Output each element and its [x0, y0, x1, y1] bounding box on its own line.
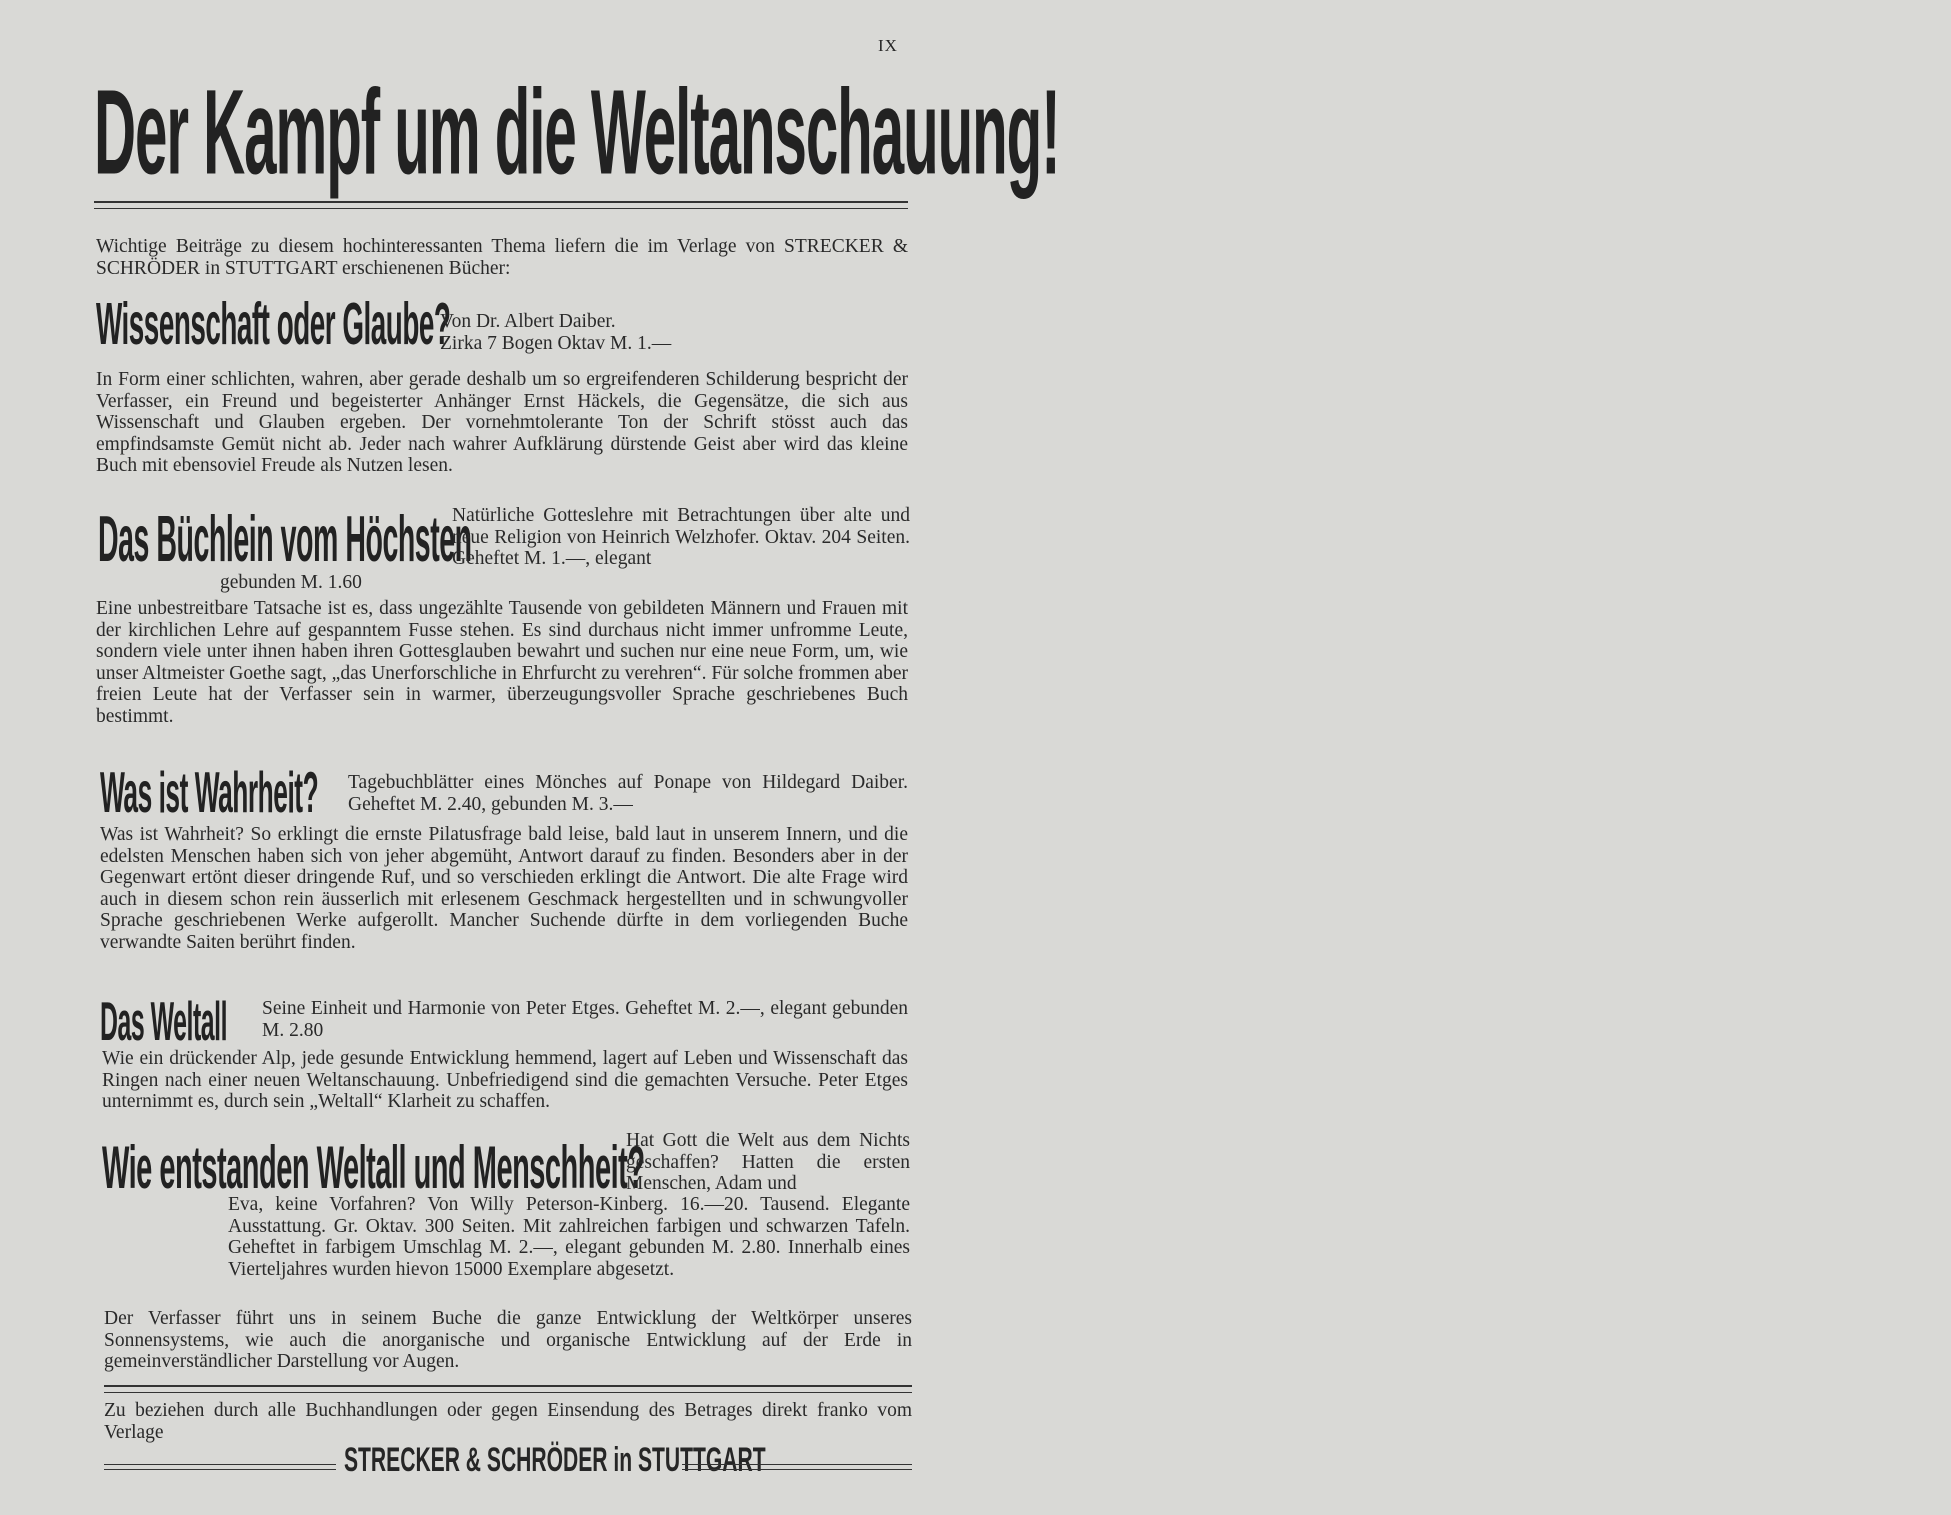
book-title-buechlein — [98, 503, 472, 576]
publisher-name — [344, 1441, 766, 1481]
book-description-wissenschaft: In Form einer schlichten, wahren, aber gerade deshalb um so ergreifenderen Schilderung bespricht der Verfasser, ein Freund und begeisterter Anhänger Ernst Häckels, die Gegensätze, die sich aus Wissenschaft und Glauben ergeben. Der vornehmtolerante Ton der Schrift stösst auch das empfindsamste Gemüt nicht ab. Jeder nach wahrer Aufklärung dürstende Geist aber wird das kleine Buch mit ebensoviel Freude als Nutzen lesen. — [96, 369, 908, 476]
headline — [94, 64, 1060, 200]
order-text: Zu beziehen durch alle Buchhandlungen oder gegen Einsendung des Betrages direkt franko vom Verlage — [104, 1400, 912, 1443]
headline-rule — [94, 201, 908, 209]
book-title-text: Das Weltall — [100, 990, 228, 1053]
book-meta-wahrheit: Tagebuchblätter eines Mönches auf Ponape von Hildegard Daiber. Geheftet M. 2.40, gebunden M. 3.— — [348, 772, 908, 815]
book-title-text: Was ist Wahrheit? — [100, 759, 319, 825]
book-title-menschheit — [102, 1133, 645, 1202]
footer-rule — [104, 1385, 912, 1393]
book-title-text: Das Büchlein vom Höchsten — [98, 503, 472, 576]
publisher-rule-right — [682, 1464, 912, 1470]
page-number: IX — [878, 36, 898, 55]
book-title-text: Wissenschaft oder Glaube? — [96, 290, 451, 358]
book-meta-weltall: Seine Einheit und Harmonie von Peter Etges. Geheftet M. 2.—, elegant gebunden M. 2.80 — [262, 998, 908, 1041]
book-description-menschheit: Der Verfasser führt uns in seinem Buche die ganze Entwicklung der Weltkörper unseres Sonnensystems, wie auch die anorganische und organische Entwicklung auf der Erde in gemeinverständlicher Darstellung vor Augen. — [104, 1308, 912, 1372]
publisher-rule-left — [104, 1464, 336, 1470]
book-description-buechlein: Eine unbestreitbare Tatsache ist es, dass ungezählte Tausende von gebildeten Männern und Frauen mit der kirchlichen Lehre auf gespanntem Fusse stehen. Es sind durchaus nicht immer unfromme Leute, sondern viele unter ihnen haben ihren Gottesglauben bewahrt und suchen nur eine neue Form, um, wie unser Altmeister Goethe sagt, „das Unerforschliche in Ehrfurcht zu verehren“. Für solche frommen aber freien Leute hat der Verfasser sein in warmer, überzeugungsvoller Sprache geschriebenes Buch bestimmt. — [96, 598, 908, 727]
book-title-weltall — [100, 990, 250, 1053]
book-meta-wissenschaft-1: Von Dr. Albert Daiber. — [440, 311, 616, 332]
book-description-wahrheit: Was ist Wahrheit? So erklingt die ernste Pilatusfrage bald leise, bald laut in unserem Innern, und die edelsten Menschen haben sich von jeher abgemüht, Antwort darauf zu finden. Besonders aber in der Gegenwart ertönt dieser dringende Ruf, und so verschieden erklingt die Antwort. Die alte Frage wird auch in diesem schon rein äusserlich mit erlesenem Geschmack hergestellten und in schwungvoller Sprache geschriebenen Werke aufgerollt. Mancher Suchende dürfte in dem vorliegenden Buche verwandte Saiten berührt finden. — [100, 824, 908, 953]
book-title-wissenschaft — [96, 290, 451, 358]
headline-text: Der Kampf um die Weltanschauung! — [94, 64, 1060, 200]
book-description-weltall: Wie ein drückender Alp, jede gesunde Entwicklung hemmend, lagert auf Leben und Wissenschaft das Ringen nach einer neuen Weltanschauung. Unbefriedigend sind die gemachten Versuche. Peter Etges unternimmt es, durch sein „Weltall“ Klarheit zu schaffen. — [102, 1048, 908, 1112]
book-meta-wissenschaft-2: Zirka 7 Bogen Oktav M. 1.— — [440, 333, 672, 354]
intro-text: Wichtige Beiträge zu diesem hochinteressanten Thema liefern die im Verlage von STRECKER & SCHRÖDER in STUTTGART erschienenen Bücher: — [96, 236, 908, 279]
book-meta-menschheit-cont: Eva, keine Vorfahren? Von Willy Peterson-Kinberg. 16.—20. Tausend. Elegante Ausstattung. Gr. Oktav. 300 Seiten. Mit zahlreichen farbigen und schwarzen Tafeln. Geheftet in farbigem Umschlag M. 2.—, elegant gebunden M. 2.80. Innerhalb eines Vierteljahres wurden hievon 15000 Exemplare abgesetzt. — [228, 1194, 910, 1280]
book-title-text: Wie entstanden Weltall und Menschheit? — [102, 1133, 645, 1202]
publisher-name-text: STRECKER & SCHRÖDER in STUTTGART — [344, 1441, 766, 1479]
book-meta-buechlein: Natürliche Gotteslehre mit Betrachtungen über alte und neue Religion von Heinrich Welzhofer. Oktav. 204 Seiten. Geheftet M. 1.—, elegant — [452, 505, 910, 569]
book-meta-menschheit: Hat Gott die Welt aus dem Nichts geschaffen? Hatten die ersten Menschen, Adam und — [626, 1130, 910, 1194]
book-title-wahrheit — [100, 759, 338, 825]
book-meta-buechlein-cont: gebunden M. 1.60 — [220, 572, 362, 593]
